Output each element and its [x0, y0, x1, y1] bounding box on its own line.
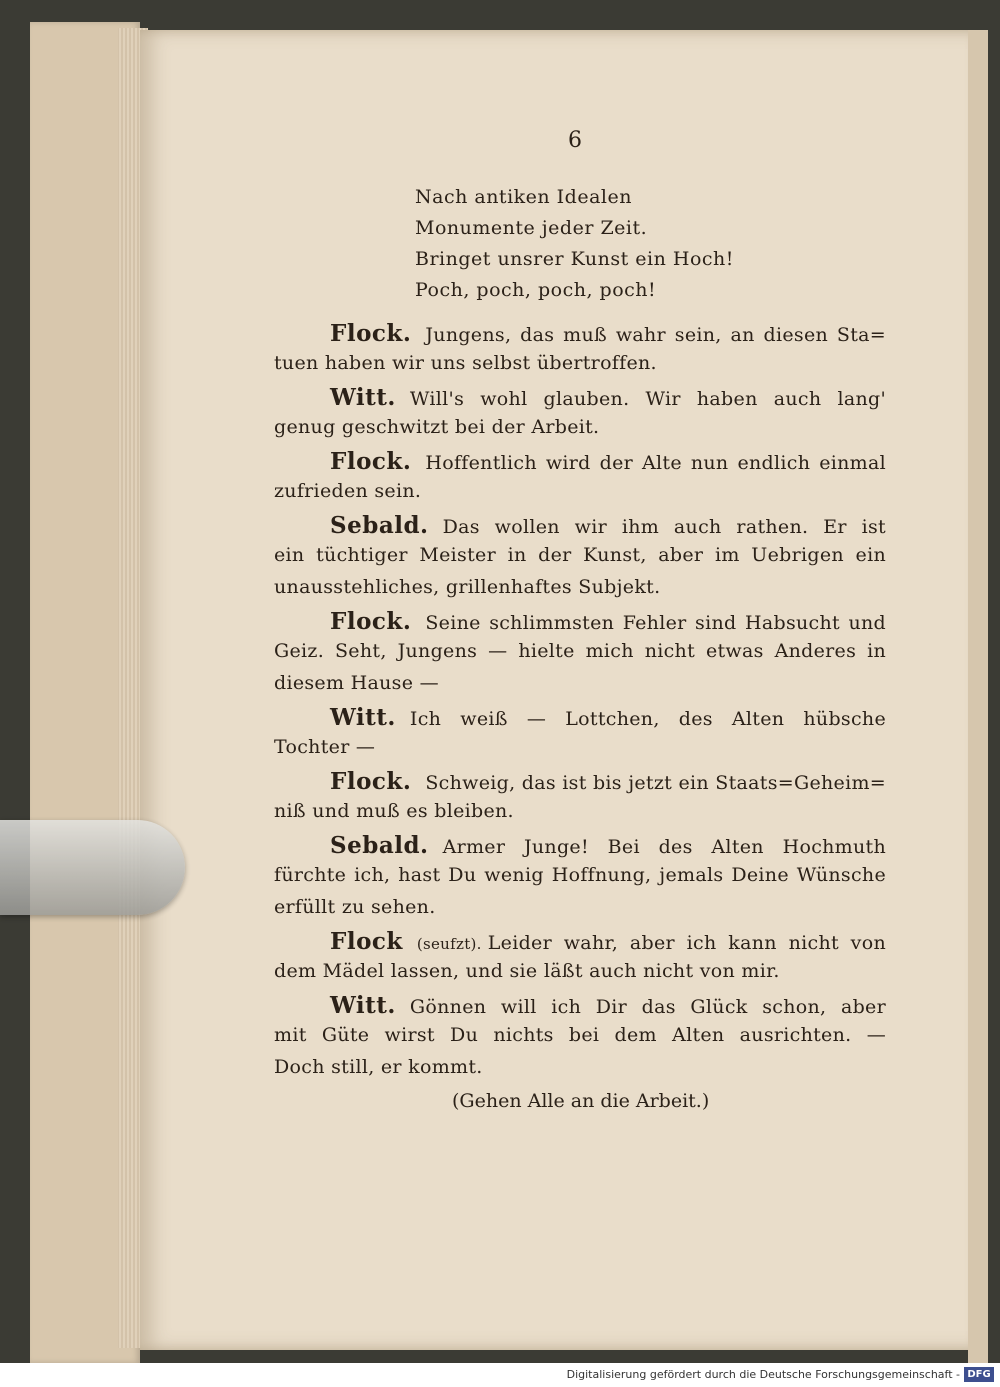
dialogue-line: [330, 832, 886, 859]
speaker-name: Flock.: [330, 448, 412, 475]
page-right-edge: [968, 30, 988, 1363]
speaker-name: Sebald.: [330, 832, 429, 859]
dialogue-line: ein tüchtiger Meister in der Kunst, aber im Uebrigen ein: [274, 544, 886, 566]
speaker-name: Flock.: [330, 768, 412, 795]
page-number: 6: [568, 128, 582, 153]
footer-bar: [0, 1363, 1000, 1387]
dialogue-text: Hoffentlich wird der Alte nun endlich einmal: [425, 452, 886, 474]
dialogue-line: Tochter —: [274, 736, 376, 758]
dialogue-line: [330, 704, 886, 731]
dialogue-line: fürchte ich, hast Du wenig Hoffnung, jemals Deine Wünsche: [274, 864, 886, 886]
stage-direction: (Gehen Alle an die Arbeit.): [452, 1090, 710, 1112]
dialogue-line: [330, 512, 886, 539]
dialogue-line: Geiz. Seht, Jungens — hielte mich nicht etwas Anderes in: [274, 640, 886, 662]
dialogue-line: genug geschwitzt bei der Arbeit.: [274, 416, 600, 438]
dialogue-line: tuen haben wir uns selbst übertroffen.: [274, 352, 657, 374]
dialogue-line: [330, 928, 886, 955]
verse-line: Bringet unsrer Kunst ein Hoch!: [415, 248, 734, 270]
footer-credit: Digitalisierung gefördert durch die Deutsche Forschungsgemeinschaft -: [566, 1368, 960, 1381]
dialogue-text: Leider wahr, aber ich kann nicht von: [487, 932, 886, 954]
dialogue-text: Armer Junge! Bei des Alten Hochmuth: [442, 836, 886, 858]
speaker-name: Sebald.: [330, 512, 429, 539]
verse-line: Nach antiken Idealen: [415, 186, 632, 208]
dialogue-line: [330, 768, 886, 795]
dialogue-line: diesem Hause —: [274, 672, 439, 694]
verse-line: Monumente jeder Zeit.: [415, 217, 648, 239]
dialogue-text: Jungens, das muß wahr sein, an diesen Sta=: [425, 324, 886, 346]
dialogue-line: Doch still, er kommt.: [274, 1056, 483, 1078]
dfg-logo: DFG: [964, 1367, 994, 1382]
dialogue-line: [330, 320, 886, 347]
speaker-name: Flock.: [330, 608, 412, 635]
dialogue-line: unausstehliches, grillenhaftes Subjekt.: [274, 576, 661, 598]
dialogue-text: Seine schlimmsten Fehler sind Habsucht und: [425, 612, 886, 634]
page-clip: [0, 820, 185, 915]
dialogue-line: mit Güte wirst Du nichts bei dem Alten ausrichten. —: [274, 1024, 886, 1046]
dialogue-text: Gönnen will ich Dir das Glück schon, aber: [409, 996, 886, 1018]
dialogue-line: niß und muß es bleiben.: [274, 800, 514, 822]
stage-note: (seufzt).: [416, 935, 482, 953]
verse-line: Poch, poch, poch, poch!: [415, 279, 657, 301]
speaker-name: Witt.: [330, 384, 396, 411]
dialogue-line: erfüllt zu sehen.: [274, 896, 436, 918]
speaker-name: Flock: [330, 928, 403, 955]
speaker-name: Witt.: [330, 992, 396, 1019]
dialogue-text: Will's wohl glauben. Wir haben auch lang': [409, 388, 886, 410]
dialogue-text: Ich weiß — Lottchen, des Alten hübsche: [409, 708, 886, 730]
dialogue-line: [330, 992, 886, 1019]
speaker-name: Witt.: [330, 704, 396, 731]
dialogue-line: [330, 608, 886, 635]
speaker-name: Flock.: [330, 320, 412, 347]
dialogue-line: [330, 384, 886, 411]
dialogue-line: dem Mädel lassen, und sie läßt auch nicht von mir.: [274, 960, 780, 982]
dialogue-line: [330, 448, 886, 475]
dialogue-text: Das wollen wir ihm auch rathen. Er ist: [442, 516, 886, 538]
dialogue-text: Schweig, das ist bis jetzt ein Staats=Geheim=: [425, 772, 886, 794]
dialogue-line: zufrieden sein.: [274, 480, 422, 502]
